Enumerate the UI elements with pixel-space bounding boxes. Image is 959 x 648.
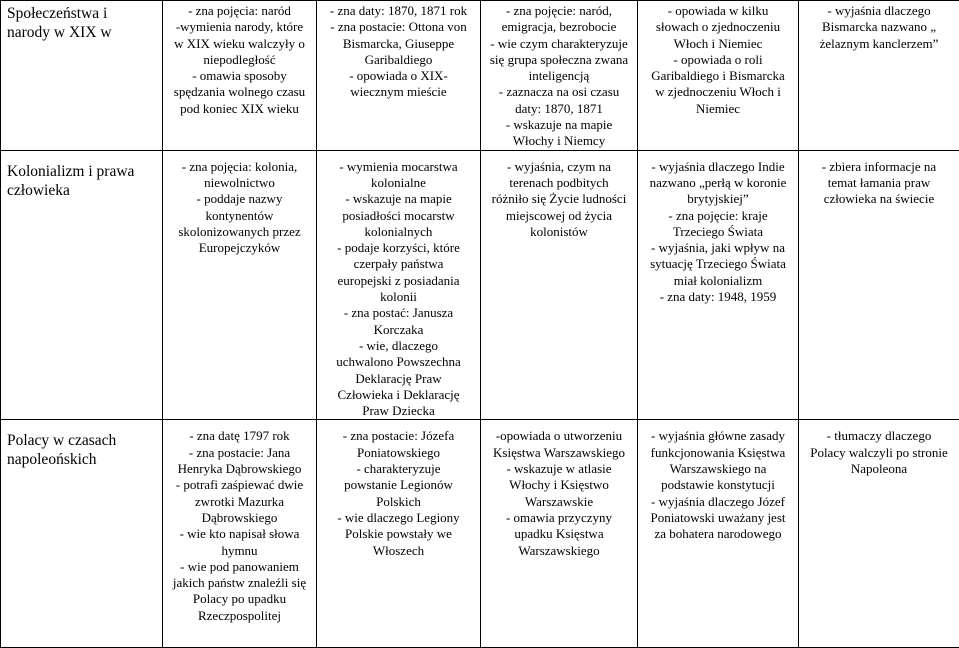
text-line: Warszawskiego [485,543,633,559]
text-line: Garibaldiego [321,52,476,68]
text-line: człowieka na świecie [803,191,955,207]
text-line: Polskich [321,494,476,510]
text-line: Polacy po upadku [167,591,312,607]
text-line: różniło się Życie ludności [485,191,633,207]
text-line: - zna postać: Janusza [321,305,476,321]
text-line: Polacy walczyli po stronie [803,445,955,461]
text-line: - wyjaśnia główne zasady [642,428,794,444]
text-line: - podaje korzyści, które [321,240,476,256]
text-line: Społeczeństwa i [7,4,157,23]
text-line: człowieka [7,181,157,200]
text-line: - wie pod panowaniem [167,559,312,575]
level-4-cell [638,420,799,648]
text-line: - zna pojęcie: naród, [485,3,633,19]
text-line: Polskie powstały we [321,526,476,542]
text-line: skolonizowanych przez [167,224,312,240]
text-line: Henryka Dąbrowskiego [167,461,312,477]
text-line: - charakteryzuje [321,461,476,477]
text-line: hymnu [167,543,312,559]
text-line: Poniatowski uważany jest [642,510,794,526]
text-line: Korczaka [321,322,476,338]
text-line: terenach podbitych [485,175,633,191]
text-line: kolonialnych [321,224,476,240]
text-line: - zbiera informacje na [803,159,955,175]
text-line: - wyjaśnia dlaczego [803,3,955,19]
text-line: daty: 1870, 1871 [485,101,633,117]
text-line: - poddaje nazwy [167,191,312,207]
text-line: - zna pojęcie: kraje [642,208,794,224]
text-line: - zna pojęcia: naród [167,3,312,19]
level-2-cell [317,1,481,151]
text-line: Dąbrowskiego [167,510,312,526]
text-line: za bohatera narodowego [642,526,794,542]
text-line: - opowiada w kilku [642,3,794,19]
text-line: emigracja, bezrobocie [485,19,633,35]
text-line: - wie, dlaczego [321,338,476,354]
level-1-cell [163,420,317,648]
topic-cell [1,420,163,648]
text-line: - wie dlaczego Legiony [321,510,476,526]
text-line: - zna postacie: Ottona von [321,19,476,35]
text-line: Niemiec [642,101,794,117]
text-line: kolonistów [485,224,633,240]
text-line: Włoch i Niemiec [642,36,794,52]
text-line: - potrafi zaśpiewać dwie [167,477,312,493]
table-row [1,1,959,151]
text-line: - opowiada o roli [642,52,794,68]
text-line: -opowiada o utworzeniu [485,428,633,444]
text-line: Włochy i Niemcy [485,133,633,149]
text-line: - omawia przyczyny [485,510,633,526]
level-5-cell [799,1,959,151]
text-line: - wyjaśnia, czym na [485,159,633,175]
text-line: w zjednoczeniu Włoch i [642,84,794,100]
text-line: uchwalono Powszechna [321,354,476,370]
level-2-cell [317,420,481,648]
level-3-cell [481,1,638,151]
text-line: - wyjaśnia dlaczego Indie [642,159,794,175]
text-line: Polacy w czasach [7,431,157,450]
text-line: słowach o zjednoczeniu [642,19,794,35]
text-line: miał kolonializm [642,273,794,289]
text-line: miejscowej od życia [485,208,633,224]
topic-lines [7,4,157,42]
topic-cell [1,150,163,420]
text-line: brytyjskiej” [642,191,794,207]
text-line: kontynentów [167,208,312,224]
text-line: kolonii [321,289,476,305]
text-line: Poniatowskiego [321,445,476,461]
text-line: Praw Dziecka [321,403,476,419]
table-row [1,420,959,648]
text-line: - zna postacie: Józefa [321,428,476,444]
text-line: -wymienia narody, które [167,19,312,35]
text-line: Deklarację Praw [321,371,476,387]
text-line: Bismarcka nazwano „ [803,19,955,35]
level-1-cell [163,1,317,151]
text-line: niepodległość [167,52,312,68]
text-line: się grupa społeczna zwana [485,52,633,68]
text-line: żelaznym kanclerzem” [803,36,955,52]
text-line: - zna daty: 1948, 1959 [642,289,794,305]
text-line: - wskazuje na mapie [321,191,476,207]
level-3-cell [481,150,638,420]
text-line: sytuację Trzeciego Świata [642,256,794,272]
text-line: - wskazuje na mapie [485,117,633,133]
text-line: zwrotki Mazurka [167,494,312,510]
text-line: - omawia sposoby [167,68,312,84]
text-line: - wie kto napisał słowa [167,526,312,542]
level-4-cell [638,150,799,420]
text-line: Włoszech [321,543,476,559]
text-line: Człowieka i Deklarację [321,387,476,403]
text-line: - wie czym charakteryzuje [485,36,633,52]
text-line: Warszawskie [485,494,633,510]
text-line: - zaznacza na osi czasu [485,84,633,100]
text-line: - zna postacie: Jana [167,445,312,461]
text-line: czerpały państwa [321,256,476,272]
text-line: Warszawskiego na [642,461,794,477]
text-line: - wyjaśnia dlaczego Józef [642,494,794,510]
text-line: - zna datę 1797 rok [167,428,312,444]
text-line: upadku Księstwa [485,526,633,542]
level-1-cell [163,150,317,420]
text-line: Włochy i Księstwo [485,477,633,493]
text-line: Europejczyków [167,240,312,256]
text-line: Rzeczpospolitej [167,608,312,624]
text-line: Garibaldiego i Bismarcka [642,68,794,84]
text-line: kolonialne [321,175,476,191]
text-line: powstanie Legionów [321,477,476,493]
table-row [1,150,959,420]
level-5-cell [799,150,959,420]
level-5-cell [799,420,959,648]
text-line: - wymienia mocarstwa [321,159,476,175]
text-line: nazwano „perłą w koronie [642,175,794,191]
text-line: w XIX wieku walczyły o [167,36,312,52]
text-line: podstawie konstytucji [642,477,794,493]
text-line: Napoleona [803,461,955,477]
text-line: Kolonializm i prawa [7,162,157,181]
text-line: - wskazuje w atlasie [485,461,633,477]
text-line: niewolnictwo [167,175,312,191]
text-line: - wyjaśnia, jaki wpływ na [642,240,794,256]
text-line: wiecznym mieście [321,84,476,100]
text-line: posiadłości mocarstw [321,208,476,224]
text-line: - zna pojęcia: kolonia, [167,159,312,175]
level-3-cell [481,420,638,648]
text-line: - tłumaczy dlaczego [803,428,955,444]
text-line: pod koniec XIX wieku [167,101,312,117]
level-4-cell [638,1,799,151]
topic-cell [1,1,163,151]
text-line: napoleońskich [7,450,157,469]
level-2-cell [317,150,481,420]
text-line: spędzania wolnego czasu [167,84,312,100]
text-line: jakich państw znaleźli się [167,575,312,591]
text-line: - zna daty: 1870, 1871 rok [321,3,476,19]
text-line: temat łamania praw [803,175,955,191]
text-line: Bismarcka, Giuseppe [321,36,476,52]
text-line: Księstwa Warszawskiego [485,445,633,461]
text-line: - opowiada o XIX- [321,68,476,84]
text-line: Trzeciego Świata [642,224,794,240]
text-line: funkcjonowania Księstwa [642,445,794,461]
text-line: inteligencją [485,68,633,84]
text-line: europejski z posiadania [321,273,476,289]
text-line: narody w XIX w [7,23,157,42]
